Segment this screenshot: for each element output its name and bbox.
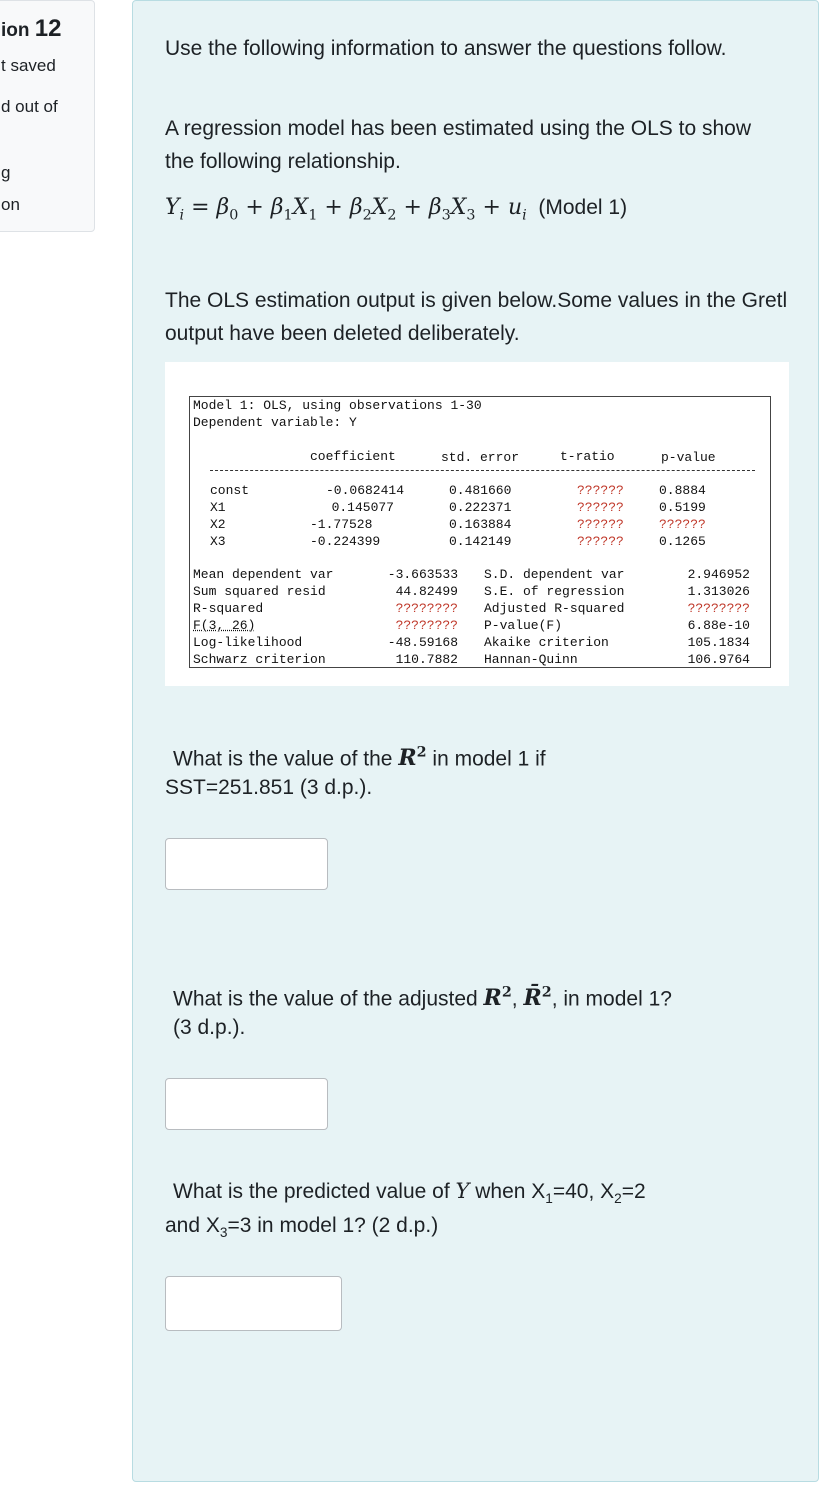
row-t: ?????? <box>577 517 624 532</box>
row-coef: -1.77528 <box>310 517 373 532</box>
stat-value: 1.313026 <box>687 584 750 599</box>
row-coef: -0.224399 <box>310 534 381 549</box>
stat-value: 2.946952 <box>687 567 750 582</box>
q1-text-cont: SST=251.851 (3 d.p.). <box>165 776 373 799</box>
column-std-error: std. error <box>441 450 520 465</box>
stat-label: R-squared <box>193 601 264 616</box>
row-name: const <box>210 483 250 498</box>
stat-label: Adjusted R-squared <box>484 601 625 616</box>
flag-icon-fragment[interactable]: g <box>1 163 11 182</box>
question-status: t saved <box>1 56 56 75</box>
answer-input-2[interactable] <box>165 1078 328 1130</box>
model-equation: $Y_i = \beta_0 + \beta_1X_1 + \beta_2X_2 + \beta_3X_3 + u_i$ (Model 1) <box>165 195 628 224</box>
q1-text: What is the value of the $R^2$ in model 1 if <box>173 745 546 772</box>
stat-value: -48.59168 <box>387 635 458 650</box>
gretl-header-depvar: Dependent variable: Y <box>193 415 357 430</box>
intro-text: Use the following information to answer the questions follow. <box>165 37 727 60</box>
gretl-output-box <box>189 396 771 668</box>
stat-label: Schwarz criterion <box>193 652 326 667</box>
q2-text: What is the value of the adjusted $R^2$, R̄$^2$, in model 1? <box>173 985 672 1012</box>
column-coefficient: coefficient <box>310 449 396 464</box>
question-marks: d out of <box>1 97 58 116</box>
output-intro: The OLS estimation output is given below.Some values in the Gretl output have been deleted deliberately. <box>165 289 788 345</box>
q3-text-cont: and $X_3=3$ in model 1? (2 d.p.) <box>165 1214 439 1241</box>
gretl-header-model: Model 1: OLS, using observations 1-30 <box>193 398 482 413</box>
row-t: ?????? <box>577 483 624 498</box>
stat-value: ???????? <box>395 601 458 616</box>
row-coef: 0.145077 <box>331 500 394 515</box>
stat-value: 6.88e-10 <box>687 618 750 633</box>
stat-value: ???????? <box>395 618 458 633</box>
q3-text: What is the predicted value of Y when $X_1=40$, $X_2=2$ <box>173 1179 646 1207</box>
stat-label: S.D. dependent var <box>484 567 625 582</box>
stat-label: S.E. of regression <box>484 584 625 599</box>
row-t: ?????? <box>577 534 624 549</box>
table-separator <box>210 470 755 471</box>
row-p: 0.1265 <box>659 534 706 549</box>
stat-value: -3.663533 <box>387 567 458 582</box>
row-se: 0.481660 <box>449 483 512 498</box>
column-p-value: p-value <box>661 450 716 465</box>
row-se: 0.142149 <box>449 534 512 549</box>
stat-label: P-value(F) <box>484 618 563 633</box>
gretl-output-image <box>165 362 789 686</box>
stat-label: F(3, 26) <box>193 618 256 633</box>
row-name: X3 <box>210 534 226 549</box>
flag-question-link[interactable]: on <box>1 195 20 214</box>
stat-value: 106.9764 <box>687 652 750 667</box>
row-p: ?????? <box>659 517 706 532</box>
model-label: (Model 1) <box>538 196 628 219</box>
row-p: 0.8884 <box>659 483 706 498</box>
question-number: ion 12 <box>1 15 62 42</box>
row-se: 0.163884 <box>449 517 512 532</box>
q2-text-cont: (3 d.p.). <box>173 1016 246 1039</box>
row-coef: -0.0682414 <box>325 483 404 498</box>
stat-label: Mean dependent var <box>193 567 334 582</box>
question-info-panel <box>0 0 95 232</box>
stat-label: Akaike criterion <box>484 635 609 650</box>
stat-label: Sum squared resid <box>193 584 326 599</box>
stat-value: 110.7882 <box>395 652 458 667</box>
stat-value: 44.82499 <box>395 584 458 599</box>
answer-input-3[interactable] <box>165 1276 342 1331</box>
stat-value: ???????? <box>687 601 750 616</box>
stat-value: 105.1834 <box>687 635 750 650</box>
model-description: A regression model has been estimated using the OLS to show the following relationship. <box>165 117 752 173</box>
row-name: X1 <box>210 500 226 515</box>
row-name: X2 <box>210 517 226 532</box>
row-se: 0.222371 <box>449 500 512 515</box>
stat-label: Hannan-Quinn <box>484 652 578 667</box>
row-t: ?????? <box>577 500 624 515</box>
column-t-ratio: t-ratio <box>560 449 615 464</box>
answer-input-1[interactable] <box>165 838 328 890</box>
row-p: 0.5199 <box>659 500 706 515</box>
stat-label: Log-likelihood <box>193 635 303 650</box>
question-content <box>132 0 819 1482</box>
